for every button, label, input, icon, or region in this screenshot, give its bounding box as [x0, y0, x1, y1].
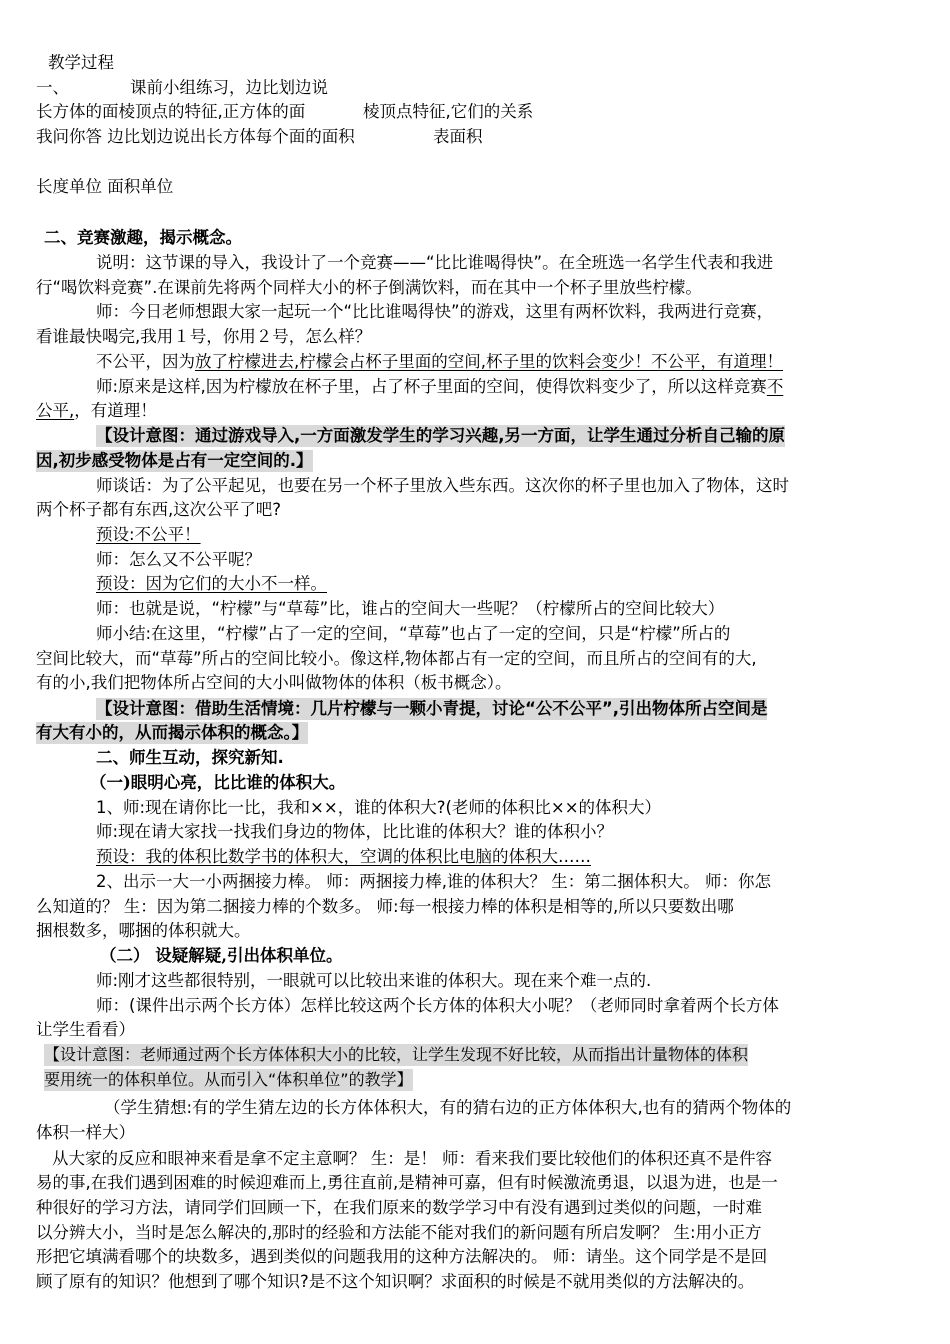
paragraph-line	[96, 351, 783, 373]
design-intent-note: 【设计意图：通过游戏导入,一方面激发学生的学习兴趣,另一方面，让学生通过分析自己输的原	[96, 426, 786, 445]
text-span: 师:原来是这样,因为柠檬放在杯子里，占了杯子里面的空间，使得饮料变少了，所以这样竞赛	[96, 377, 767, 396]
paragraph-line: 1、师:现在请你比一比，我和××，谁的体积大?(老师的体积比××的体积大）	[96, 798, 662, 817]
underlined-text: 不	[766, 377, 784, 396]
heading-teaching-process: 教学过程	[48, 53, 114, 72]
paragraph-line: 2、出示一大一小两捆接力棒。 师：两捆接力棒,谁的体积大？ 生：第二捆体积大。 师：你怎	[96, 872, 771, 891]
paragraph-line: 师：今日老师想跟大家一起玩一个“比比谁喝得快”的游戏，这里有两杯饮料，我两进行竞赛，	[96, 302, 774, 321]
preset-answer: 预设:不公平！	[96, 525, 201, 544]
section-heading: 二、竞赛激趣，揭示概念。	[44, 228, 242, 247]
paragraph-line: 种很好的学习方法，请同学们回顾一下，在我们原来的数学学习中有没有遇到过类似的问题，一时难	[36, 1198, 762, 1217]
text-span: ，有道理！	[74, 401, 157, 420]
design-intent-note: 要用统一的体积单位。从而引入“体积单位”的教学】	[44, 1070, 413, 1089]
paragraph-line: 说明：这节课的导入，我设计了一个竞赛——“比比谁喝得快”。在全班选一名学生代表和我进	[96, 253, 774, 272]
section-heading: 二、师生互动，探究新知.	[96, 748, 284, 767]
paragraph-line: （学生猜想:有的学生猜左边的长方体体积大，有的猜右边的正方体体积大,也有的猜两个物体的	[104, 1098, 792, 1117]
paragraph-line	[96, 376, 783, 398]
paragraph-line: 师:刚才这些都很特别，一眼就可以比较出来谁的体积大。现在来个难一点的.	[96, 971, 652, 990]
underlined-text: 放了柠檬进去,柠檬会占杯子里面的空间,杯子里的饮料会变少！不公平，有道理！	[195, 352, 783, 371]
paragraph-line: 形把它填满看哪个的块数多，遇到类似的问题我用的这种方法解决的。 师：请坐。这个同学是不是回	[36, 1247, 768, 1266]
paragraph-line: 么知道的？ 生：因为第二捆接力棒的个数多。 师:每一根接力棒的体积是相等的,所以只要数出哪	[36, 897, 734, 916]
paragraph-line: 长度单位 面积单位	[36, 177, 174, 196]
design-intent-note: 有大有小的，从而揭示体积的概念。】	[36, 723, 309, 742]
text-span: 不公平，因为	[96, 352, 195, 371]
paragraph-line: 行“喝饮料竞赛”.在课前先将两个同样大小的杯子倒满饮料，而在其中一个杯子里放些柠檬。	[36, 278, 702, 297]
design-intent-note: 【设计意图：老师通过两个长方体体积大小的比较，让学生发现不好比较，从而指出计量物体的体积	[44, 1045, 749, 1064]
paragraph-line: 师:现在请大家找一找我们身边的物体，比比谁的体积大？谁的体积小？	[96, 822, 614, 841]
paragraph-line: 师谈话：为了公平起见，也要在另一个杯子里放入些东西。这次你的杯子里也加入了物体，这时	[96, 476, 789, 495]
paragraph-line: 捆根数多，哪捆的体积就大。	[36, 921, 251, 940]
design-intent-note: 因,初步感受物体是占有一定空间的.】	[36, 451, 313, 470]
preset-answer: 预设：因为它们的大小不一样。	[96, 574, 327, 593]
paragraph-line: 棱顶点特征,它们的关系	[363, 102, 534, 121]
paragraph-line: 体积一样大）	[36, 1123, 135, 1142]
paragraph-line: 看谁最快喝完,我用１号，你用２号，怎么样？	[36, 327, 372, 346]
paragraph-line: 空间比较大，而“草莓”所占的空间比较小。像这样,物体都占有一定的空间，而且所占的空间有的大,	[36, 649, 757, 668]
design-intent-note: 【设计意图：借助生活情境：几片柠檬与一颗小青提，讨论“公不公平”,引出物体所占空间是	[96, 699, 768, 718]
paragraph-line: 我问你答 边比划边说出长方体每个面的面积	[36, 127, 355, 146]
subsection-heading: （一)眼明心亮，比比谁的体积大。	[90, 773, 346, 792]
paragraph-line: 师：(课件出示两个长方体）怎样比较这两个长方体的体积大小呢？（老师同时拿着两个长方体	[96, 996, 779, 1015]
section-one-title: 课前小组练习，边比划边说	[130, 78, 328, 97]
paragraph-line: 从大家的反应和眼神来看是拿不定主意啊？ 生：是！ 师：看来我们要比较他们的体积还真不是件容	[52, 1149, 772, 1168]
paragraph-line: 师：怎么又不公平呢？	[96, 550, 261, 569]
paragraph-line: 长方体的面棱顶点的特征,正方体的面	[36, 102, 306, 121]
paragraph-line: 师：也就是说，“柠檬”与“草莓”比，谁占的空间大一些呢？（柠檬所占的空间比较大）	[96, 599, 725, 618]
preset-answer: 预设：我的体积比数学书的体积大，空调的体积比电脑的体积大……	[96, 847, 591, 866]
paragraph-line: 易的事,在我们遇到困难的时候迎难而上,勇往直前,是精神可嘉，但有时候激流勇退，以退为进，也是一	[36, 1173, 778, 1192]
section-one-number: 一、	[36, 78, 69, 97]
underlined-text: 公平,	[36, 401, 75, 420]
paragraph-line	[36, 400, 157, 422]
paragraph-line: 表面积	[433, 127, 483, 146]
paragraph-line: 以分辨大小，当时是怎么解决的,那时的经验和方法能不能对我们的新问题有所启发啊？ 生:用小正方	[36, 1223, 762, 1242]
paragraph-line: 师小结:在这里，“柠檬”占了一定的空间，“草莓”也占了一定的空间，只是“柠檬”所占的	[96, 624, 731, 643]
paragraph-line: 让学生看看）	[36, 1020, 135, 1039]
paragraph-line: 有的小,我们把物体所占空间的大小叫做物体的体积（板书概念）。	[36, 673, 512, 692]
paragraph-line: 顾了原有的知识？他想到了哪个知识?是不这个知识啊？求面积的时候是不就用类似的方法解决的。	[36, 1272, 755, 1291]
paragraph-line: 两个杯子都有东西,这次公平了吧?	[36, 500, 282, 519]
subsection-heading: （二） 设疑解疑,引出体积单位。	[100, 946, 343, 965]
